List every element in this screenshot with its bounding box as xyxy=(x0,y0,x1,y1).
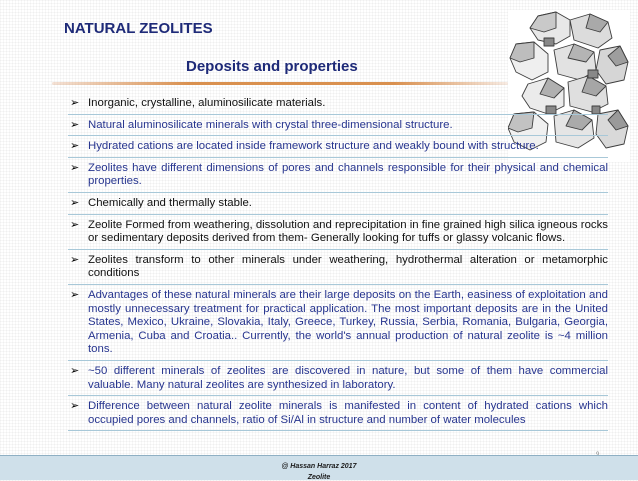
list-item xyxy=(68,400,608,431)
arrow-bullet-icon: ➢ xyxy=(70,400,80,413)
list-item-text: Difference between natural zeolite minerals is manifested in content of hydrated cations which occupied pores and channels, ratio of Si/Al in structure and number of water molecules xyxy=(88,400,608,426)
footer-topic: Zeolite xyxy=(307,474,331,481)
list-item-text: Zeolite Formed from weathering, dissolution and reprecipitation in fine grained high silica igneous rocks or sedimentary deposits derived from them- Generally looking for tuffs or glassy volcanic flows. xyxy=(88,218,608,245)
list-item-text: Natural aluminosilicate minerals with crystal three-dimensional structure. xyxy=(88,118,453,131)
arrow-bullet-icon: ➢ xyxy=(70,364,80,377)
list-item-text: Inorganic, crystalline, aluminosilicate materials. xyxy=(88,97,326,109)
arrow-bullet-icon: ➢ xyxy=(70,161,80,174)
list-item xyxy=(68,254,608,285)
list-item xyxy=(68,365,608,396)
list-item xyxy=(68,97,608,115)
slide-subtitle: Deposits and properties xyxy=(186,58,358,75)
list-item xyxy=(68,289,608,361)
bullet-list xyxy=(68,97,608,435)
footer-bar xyxy=(0,455,638,480)
arrow-bullet-icon: ➢ xyxy=(70,97,80,109)
list-item xyxy=(68,119,608,137)
list-item-text: Zeolites transform to other minerals under weathering, hydrothermal alteration or metamorphic conditions xyxy=(88,253,608,280)
arrow-bullet-icon: ➢ xyxy=(70,196,80,209)
footer-credit: @ Hassan Harraz 2017 xyxy=(281,463,357,470)
slide-title: NATURAL ZEOLITES xyxy=(64,20,213,37)
list-item xyxy=(68,197,608,215)
title-underline xyxy=(52,82,508,85)
list-item-text: ~50 different minerals of zeolites are discovered in nature, but some of them have commercial valuable. Many natural zeolites are synthesized in laboratory. xyxy=(88,364,608,391)
arrow-bullet-icon: ➢ xyxy=(70,253,80,266)
list-item-text: Zeolites have different dimensions of pores and channels responsible for their physical and chemical properties. xyxy=(88,161,608,188)
list-item-text: Advantages of these natural minerals are their large deposits on the Earth, easiness of exploitation and mostly unnecessary treatment for practical application. The most important deposits are in the United States, Mexico, Ukraine, Slovakia, Italy, Greece, Turkey, Russia, Serbia, Romania, Bulgaria, Georgia, Armenia, Cuba and Croatia.. Currently, the world's annual production of natural zeolite is ~4 million tons. xyxy=(88,288,608,356)
arrow-bullet-icon: ➢ xyxy=(70,288,80,301)
arrow-bullet-icon: ➢ xyxy=(70,218,80,231)
list-item-text: Chemically and thermally stable. xyxy=(88,196,252,209)
arrow-bullet-icon: ➢ xyxy=(70,118,80,131)
arrow-bullet-icon: ➢ xyxy=(70,140,80,153)
list-item xyxy=(68,219,608,250)
list-item xyxy=(68,140,608,158)
list-item-text: Hydrated cations are located inside framework structure and weakly bound with structure. xyxy=(88,140,539,153)
list-item xyxy=(68,162,608,193)
